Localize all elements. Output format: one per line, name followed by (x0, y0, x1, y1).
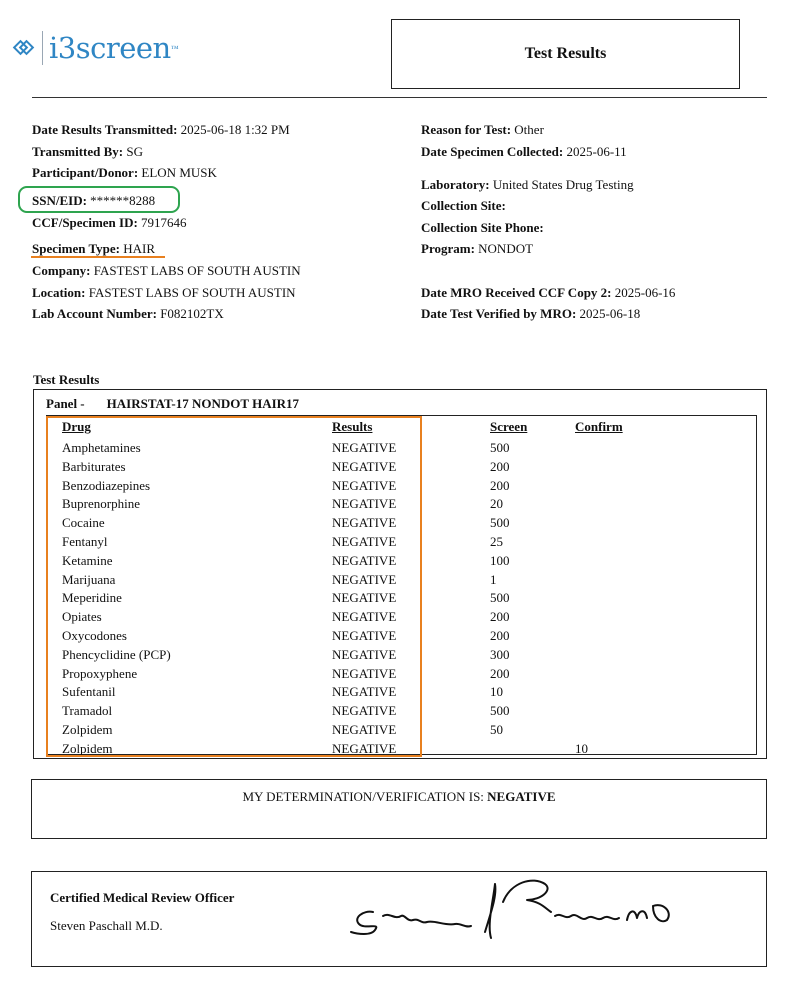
ssn-highlight-circle (18, 186, 180, 213)
field-label: Collection Site: (421, 198, 506, 213)
drug-screen-cutoff: 200 (490, 459, 510, 474)
drug-name: Oxycodones (62, 628, 127, 643)
mro-title: Certified Medical Review Officer (50, 890, 235, 905)
drug-result: NEGATIVE (332, 572, 397, 587)
drug-screen-cutoff: 20 (490, 496, 503, 511)
results-highlight-box (46, 416, 422, 757)
field-label: Laboratory: (421, 177, 490, 192)
field-label: CCF/Specimen ID: (32, 215, 138, 230)
ccf-specimen-id (32, 215, 187, 231)
specimen-type (32, 241, 155, 257)
field-value: 2025-06-16 (614, 285, 676, 300)
drug-result: NEGATIVE (332, 515, 397, 530)
drug-screen-cutoff: 500 (490, 703, 510, 718)
drug-name: Amphetamines (62, 440, 141, 455)
panel-name: HAIRSTAT-17 NONDOT HAIR17 (106, 396, 300, 411)
drug-result: NEGATIVE (332, 459, 397, 474)
field-value: SG (126, 144, 143, 159)
reason-for-test (421, 122, 544, 138)
col-header-drug: Drug (62, 419, 91, 434)
drug-result: NEGATIVE (332, 647, 397, 662)
field-label: Participant/Donor: (32, 165, 139, 180)
mro-signature (345, 872, 685, 952)
drug-screen-cutoff: 25 (490, 534, 503, 549)
lab-account-number (32, 306, 224, 322)
field-value: NONDOT (478, 241, 534, 256)
program (421, 241, 533, 257)
collection-site (421, 198, 506, 214)
drug-name: Phencyclidine (PCP) (62, 647, 171, 662)
page-title-box (391, 19, 740, 89)
drug-result: NEGATIVE (332, 496, 397, 511)
drug-name: Opiates (62, 609, 102, 624)
drug-screen-cutoff: 300 (490, 647, 510, 662)
field-value: FASTEST LABS OF SOUTH AUSTIN (93, 263, 301, 278)
drug-name: Ketamine (62, 553, 113, 568)
drug-name: Meperidine (62, 590, 122, 605)
field-label: Date Test Verified by MRO: (421, 306, 577, 321)
laboratory (421, 177, 634, 193)
determination-value: NEGATIVE (487, 789, 556, 804)
drug-name: Fentanyl (62, 534, 108, 549)
drug-name: Zolpidem (62, 722, 113, 737)
drug-screen-cutoff: 100 (490, 553, 510, 568)
specimen-type-underline (31, 256, 165, 258)
drug-result: NEGATIVE (332, 440, 397, 455)
field-value: ******8288 (90, 193, 156, 208)
col-header-results: Results (332, 419, 373, 434)
drug-result: NEGATIVE (332, 703, 397, 718)
drug-result: NEGATIVE (332, 553, 397, 568)
drug-name: Buprenorphine (62, 496, 140, 511)
field-label: Reason for Test: (421, 122, 512, 137)
drug-name: Cocaine (62, 515, 105, 530)
drug-name: Benzodiazepines (62, 478, 151, 493)
field-value: 2025-06-18 1:32 PM (180, 122, 290, 137)
location (32, 285, 296, 301)
drug-screen-cutoff: 50 (490, 722, 503, 737)
panel-header (46, 396, 299, 412)
drug-name: Sufentanil (62, 684, 116, 699)
drug-result: NEGATIVE (332, 666, 397, 681)
transmitted-by (32, 144, 143, 160)
field-label: Program: (421, 241, 475, 256)
drug-result: NEGATIVE (332, 628, 397, 643)
drug-result: NEGATIVE (332, 478, 397, 493)
field-label: Location: (32, 285, 86, 300)
date-results-transmitted (32, 122, 290, 138)
drug-screen-cutoff: 500 (490, 440, 510, 455)
diamond-logo-icon (14, 37, 36, 59)
trademark: ™ (170, 43, 179, 53)
drug-result: NEGATIVE (332, 534, 397, 549)
field-value: FASTEST LABS OF SOUTH AUSTIN (88, 285, 296, 300)
drug-screen-cutoff: 200 (490, 478, 510, 493)
logo-text: i3screen (49, 31, 171, 65)
field-label: Transmitted By: (32, 144, 124, 159)
drug-result: NEGATIVE (332, 741, 397, 756)
date-specimen-collected (421, 144, 627, 160)
date-test-verified (421, 306, 640, 322)
drug-result: NEGATIVE (332, 609, 397, 624)
drug-screen-cutoff: 200 (490, 609, 510, 624)
drug-result: NEGATIVE (332, 722, 397, 737)
field-label: Lab Account Number: (32, 306, 157, 321)
date-mro-received-ccf (421, 285, 675, 301)
logo-divider (42, 31, 43, 65)
panel-label: Panel - (46, 396, 85, 411)
page-title: Test Results (524, 45, 607, 62)
drug-screen-cutoff: 1 (490, 572, 497, 587)
collection-site-phone (421, 220, 544, 236)
mro-name: Steven Paschall M.D. (50, 918, 163, 933)
field-value: 7917646 (141, 215, 187, 230)
field-value: F082102TX (160, 306, 224, 321)
drug-name: Tramadol (62, 703, 113, 718)
drug-name: Zolpidem (62, 741, 113, 756)
drug-screen-cutoff: 200 (490, 666, 510, 681)
drug-screen-cutoff: 500 (490, 590, 510, 605)
drug-screen-cutoff: 10 (490, 684, 503, 699)
field-value: Other (514, 122, 544, 137)
company (32, 263, 301, 279)
field-label: Collection Site Phone: (421, 220, 544, 235)
i3screen-logo (14, 26, 179, 70)
drug-result: NEGATIVE (332, 684, 397, 699)
field-value: ELON MUSK (141, 165, 217, 180)
field-label: Date MRO Received CCF Copy 2: (421, 285, 612, 300)
field-value: 2025-06-11 (566, 144, 627, 159)
field-label: Date Results Transmitted: (32, 122, 178, 137)
drug-name: Propoxyphene (62, 666, 138, 681)
field-value: 2025-06-18 (579, 306, 641, 321)
drug-name: Marijuana (62, 572, 116, 587)
determination-line (31, 789, 767, 805)
drug-screen-cutoff: 200 (490, 628, 510, 643)
col-header-confirm: Confirm (575, 419, 623, 434)
drug-result: NEGATIVE (332, 590, 397, 605)
field-label: Date Specimen Collected: (421, 144, 564, 159)
header-divider (32, 97, 767, 98)
field-label: Specimen Type: (32, 241, 120, 256)
field-label: SSN/EID: (32, 193, 87, 208)
field-label: Company: (32, 263, 91, 278)
determination-label: MY DETERMINATION/VERIFICATION IS: (242, 789, 484, 804)
col-header-screen: Screen (490, 419, 528, 434)
field-value: United States Drug Testing (492, 177, 634, 192)
drug-screen-cutoff: 500 (490, 515, 510, 530)
participant-donor (32, 165, 217, 181)
determination-box (31, 779, 767, 839)
drug-confirm-cutoff: 10 (575, 741, 588, 756)
test-results-heading: Test Results (33, 372, 100, 387)
drug-name: Barbiturates (62, 459, 126, 474)
field-value: HAIR (123, 241, 156, 256)
